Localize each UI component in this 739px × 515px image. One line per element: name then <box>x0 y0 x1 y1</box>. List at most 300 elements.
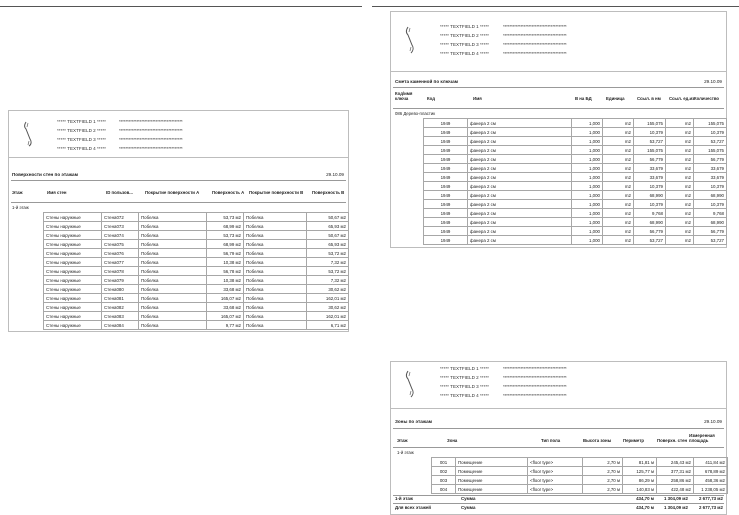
rule <box>11 202 346 203</box>
tb-field-3: ***** TEXTFIELD 3 ***** <box>440 42 489 47</box>
zones-table <box>431 457 728 494</box>
table-cell: Помещение <box>456 458 528 467</box>
table-cell: Стены наружные <box>44 303 102 312</box>
table-cell: m2 <box>603 146 634 155</box>
table-cell: 81,81 м <box>623 458 657 467</box>
table-cell: Побелка <box>244 249 307 258</box>
table-cell: 33,68 м2 <box>207 285 244 294</box>
table-cell: 56,779 <box>634 155 666 164</box>
table-cell: фанера 2 см <box>468 200 572 209</box>
table-cell: фанера 2 см <box>468 227 572 236</box>
tb-value-3: **************************************** <box>503 42 567 47</box>
rule <box>393 447 724 448</box>
table-cell: Стены наружные <box>44 312 102 321</box>
subtotal-area: 2 677,73 м2 <box>698 496 723 501</box>
table-cell: m2 <box>603 218 634 227</box>
table-row <box>44 312 349 321</box>
table-cell: 1949 <box>424 128 468 137</box>
rule <box>393 503 724 504</box>
table-cell: 1949 <box>424 146 468 155</box>
table-cell: m2 <box>666 128 694 137</box>
table-cell: m2 <box>603 200 634 209</box>
col-header-perimeter: Периметр <box>623 438 644 443</box>
table-cell: 1949 <box>424 200 468 209</box>
table-row <box>44 321 349 330</box>
table-cell: 1949 <box>424 209 468 218</box>
table-cell: Стены наружные <box>44 294 102 303</box>
tb-field-4: ***** TEXTFIELD 4 ***** <box>57 146 106 151</box>
table-cell: 10,379 <box>634 128 666 137</box>
table-row <box>44 258 349 267</box>
table-cell: Побелка <box>139 294 207 303</box>
table-cell: 1,000 <box>572 182 603 191</box>
table-cell: 53,72 м2 <box>307 267 349 276</box>
col-header-surface-a-finish: Покрытие поверхности A <box>145 190 200 195</box>
table-cell: Стена080 <box>102 285 139 294</box>
table-cell: 53,727 <box>694 236 727 245</box>
table-cell: Побелка <box>139 231 207 240</box>
logo-icon <box>405 26 415 54</box>
table-cell: m2 <box>603 137 634 146</box>
table-cell: 003 <box>432 476 456 485</box>
table-row <box>44 294 349 303</box>
group-label: 086 Дерево-пластик <box>395 111 436 116</box>
table-cell: m2 <box>666 137 694 146</box>
tb-field-2: ***** TEXTFIELD 2 ***** <box>440 33 489 38</box>
table-cell: 33,68 м2 <box>207 303 244 312</box>
table-cell: 001 <box>432 458 456 467</box>
table-row <box>432 467 728 476</box>
table-cell: фанера 2 см <box>468 182 572 191</box>
table-row <box>432 476 728 485</box>
table-cell: m2 <box>666 200 694 209</box>
table-cell: Стены наружные <box>44 258 102 267</box>
table-cell: 65,93 м2 <box>307 240 349 249</box>
table-cell: 1,000 <box>572 155 603 164</box>
table-cell: 68,990 <box>634 218 666 227</box>
table-cell: m2 <box>603 227 634 236</box>
table-cell: 68,990 <box>694 191 727 200</box>
table-cell: 33,679 <box>694 164 727 173</box>
sheet-key-schedule[interactable] <box>390 11 727 248</box>
table-cell: 162,01 м2 <box>307 312 349 321</box>
sheet-walls-by-floor[interactable] <box>8 110 349 332</box>
table-cell: Побелка <box>244 231 307 240</box>
table-cell: 68,990 <box>694 218 727 227</box>
schedule-date: 29.10.09 <box>704 419 722 424</box>
table-cell: m2 <box>666 182 694 191</box>
tb-value-4: **************************************** <box>503 51 567 56</box>
table-cell: 10,379 <box>694 182 727 191</box>
table-cell: 53,73 м2 <box>207 213 244 222</box>
table-cell: 1949 <box>424 218 468 227</box>
table-cell: фанера 2 см <box>468 155 572 164</box>
table-cell: 411,84 м2 <box>694 458 728 467</box>
col-header-wall-surface: Поверхн. стен <box>657 438 688 443</box>
table-cell: 53,727 <box>634 236 666 245</box>
tb-value-1: **************************************** <box>119 119 183 124</box>
table-cell: 1949 <box>424 236 468 245</box>
table-row <box>424 227 727 236</box>
table-cell: Стена084 <box>102 321 139 330</box>
table-row <box>424 173 727 182</box>
table-row <box>424 146 727 155</box>
table-cell: 10,379 <box>634 182 666 191</box>
table-cell: Побелка <box>139 240 207 249</box>
tb-field-3: ***** TEXTFIELD 3 ***** <box>57 137 106 142</box>
table-cell: 422,48 м2 <box>657 485 694 494</box>
table-cell: 53,73 м2 <box>207 231 244 240</box>
tb-field-1: ***** TEXTFIELD 1 ***** <box>440 24 489 29</box>
table-cell: 165,07 м2 <box>207 294 244 303</box>
tb-field-1: ***** TEXTFIELD 1 ***** <box>440 366 489 371</box>
table-cell: m2 <box>666 227 694 236</box>
table-cell: 10,379 <box>694 200 727 209</box>
table-cell: 162,01 м2 <box>307 294 349 303</box>
table-cell: 9,77 м2 <box>207 321 244 330</box>
table-cell: 1949 <box>424 191 468 200</box>
table-cell: Стена079 <box>102 276 139 285</box>
table-cell: m2 <box>603 236 634 245</box>
table-cell: Стены наружные <box>44 222 102 231</box>
table-cell: Стены наружные <box>44 285 102 294</box>
table-cell: 68,990 <box>634 191 666 200</box>
sheet-zones-by-floor[interactable] <box>390 361 727 515</box>
table-cell: 65,93 м2 <box>307 222 349 231</box>
table-cell: m2 <box>603 128 634 137</box>
total-area: 2 677,73 м2 <box>698 505 723 510</box>
table-row <box>424 182 727 191</box>
col-header-floor: Этаж <box>12 190 23 195</box>
table-cell: 33,679 <box>634 173 666 182</box>
table-cell: 2,70 м <box>583 458 623 467</box>
table-cell: 2,70 м <box>583 476 623 485</box>
group-label: 1-й этаж <box>12 205 29 210</box>
table-cell: 458,36 м2 <box>694 476 728 485</box>
subtotal-wall-surface: 1 304,09 м2 <box>663 496 688 501</box>
table-cell: 10,379 <box>634 200 666 209</box>
table-cell: 1,000 <box>572 236 603 245</box>
table-cell: Побелка <box>244 258 307 267</box>
table-cell: 258,86 м2 <box>657 476 694 485</box>
table-cell: Побелка <box>244 222 307 231</box>
logo-icon <box>23 121 33 147</box>
table-cell: фанера 2 см <box>468 119 572 128</box>
group-label: 1-й этаж <box>397 450 414 455</box>
table-row <box>44 231 349 240</box>
table-cell: <floor type> <box>528 476 583 485</box>
col-header-quantity: Количество <box>694 96 720 101</box>
table-cell: Побелка <box>139 285 207 294</box>
table-cell: m2 <box>666 173 694 182</box>
table-row <box>44 276 349 285</box>
table-cell: Побелка <box>139 213 207 222</box>
table-cell: 86,29 м <box>623 476 657 485</box>
table-cell: 7,32 м2 <box>307 276 349 285</box>
table-cell: Помещение <box>456 485 528 494</box>
table-cell: Стена073 <box>102 222 139 231</box>
table-cell: Стены наружные <box>44 231 102 240</box>
tb-field-3: ***** TEXTFIELD 3 ***** <box>440 384 489 389</box>
schedule-date: 29.10.09 <box>326 172 344 177</box>
tb-value-4: **************************************** <box>503 393 567 398</box>
tb-value-3: **************************************** <box>503 384 567 389</box>
table-row <box>432 458 728 467</box>
table-cell: 1 238,05 м2 <box>694 485 728 494</box>
tb-field-1: ***** TEXTFIELD 1 ***** <box>57 119 106 124</box>
table-cell: Стена076 <box>102 249 139 258</box>
table-row <box>424 200 727 209</box>
table-cell: Побелка <box>139 321 207 330</box>
table-cell: m2 <box>666 191 694 200</box>
table-cell: фанера 2 см <box>468 146 572 155</box>
col-header-zone: Зона <box>447 438 458 443</box>
walls-table <box>43 212 349 330</box>
table-row <box>432 485 728 494</box>
table-cell: фанера 2 см <box>468 236 572 245</box>
table-row <box>44 285 349 294</box>
table-cell: 1949 <box>424 164 468 173</box>
table-cell: 33,679 <box>694 173 727 182</box>
table-row <box>44 240 349 249</box>
table-cell: 9,768 <box>634 209 666 218</box>
table-cell: m2 <box>603 209 634 218</box>
table-cell: Стены наружные <box>44 321 102 330</box>
tb-value-2: **************************************** <box>503 375 567 380</box>
table-cell: 50,67 м2 <box>307 213 349 222</box>
table-cell: 7,32 м2 <box>307 258 349 267</box>
col-header-zone-height: Высота зоны <box>583 438 612 443</box>
table-row <box>424 137 727 146</box>
table-cell: 1,000 <box>572 227 603 236</box>
table-row <box>424 209 727 218</box>
table-cell: 245,43 м2 <box>657 458 694 467</box>
logo-icon <box>405 370 415 398</box>
table-cell: 125,77 м <box>623 467 657 476</box>
col-header-code: Код <box>427 96 435 101</box>
tb-value-2: **************************************** <box>119 128 183 133</box>
table-cell: 377,31 м2 <box>657 467 694 476</box>
table-cell: 1,000 <box>572 137 603 146</box>
table-cell: 6,71 м2 <box>307 321 349 330</box>
table-cell: <floor type> <box>528 467 583 476</box>
table-cell: m2 <box>666 218 694 227</box>
col-header-user-id: ID пользов... <box>106 190 133 195</box>
title-block <box>9 111 348 158</box>
schedule-date: 29.10.09 <box>704 79 722 84</box>
tb-value-3: **************************************** <box>119 137 183 142</box>
table-cell: 1949 <box>424 182 468 191</box>
table-cell: Побелка <box>139 303 207 312</box>
col-header-wall-name: Имя стен <box>47 190 67 195</box>
table-cell: 155,075 <box>694 119 727 128</box>
table-cell: 1949 <box>424 173 468 182</box>
table-cell: m2 <box>603 191 634 200</box>
table-cell: 140,83 м <box>623 485 657 494</box>
total-perimeter: 434,70 м <box>636 505 654 510</box>
table-cell: 56,779 <box>694 155 727 164</box>
table-cell: Побелка <box>244 276 307 285</box>
tb-field-4: ***** TEXTFIELD 4 ***** <box>440 393 489 398</box>
table-cell: Стена081 <box>102 294 139 303</box>
table-cell: Побелка <box>244 303 307 312</box>
table-cell: фанера 2 см <box>468 137 572 146</box>
table-cell: 155,075 <box>634 119 666 128</box>
tb-field-2: ***** TEXTFIELD 2 ***** <box>57 128 106 133</box>
table-cell: Побелка <box>244 267 307 276</box>
table-row <box>44 267 349 276</box>
table-cell: m2 <box>666 155 694 164</box>
table-cell: 30,62 м2 <box>307 303 349 312</box>
table-cell: 1949 <box>424 137 468 146</box>
table-cell: 33,679 <box>634 164 666 173</box>
subtotal-perimeter: 434,70 м <box>636 496 654 501</box>
schedule-title: Поверхности стен по этажам <box>12 172 78 177</box>
table-cell: m2 <box>666 146 694 155</box>
table-cell: Помещение <box>456 476 528 485</box>
table-cell: 10,379 <box>694 128 727 137</box>
table-cell: 1,000 <box>572 173 603 182</box>
table-cell: Стены наружные <box>44 249 102 258</box>
table-row <box>424 128 727 137</box>
col-header-surface-a: Поверхность A <box>212 190 245 195</box>
col-header-key-name: Код/имя ключа <box>395 91 413 101</box>
table-cell: 10,38 м2 <box>207 258 244 267</box>
table-cell: 50,67 м2 <box>307 231 349 240</box>
col-header-name: Имя <box>473 96 482 101</box>
col-header-measured-area: Измеренная площадь <box>689 433 715 443</box>
tb-field-4: ***** TEXTFIELD 4 ***** <box>440 51 489 56</box>
col-header-unit: Единица <box>606 96 625 101</box>
table-cell: m2 <box>603 182 634 191</box>
table-cell: 53,72 м2 <box>307 249 349 258</box>
table-cell: Стена077 <box>102 258 139 267</box>
table-cell: Стена074 <box>102 231 139 240</box>
table-cell: Побелка <box>139 267 207 276</box>
table-row <box>44 222 349 231</box>
table-cell: 1,000 <box>572 218 603 227</box>
col-header-surface-b: Поверхность B <box>312 190 345 195</box>
tb-value-1: **************************************** <box>503 24 567 29</box>
table-cell: Стена075 <box>102 240 139 249</box>
table-cell: Стены наружные <box>44 213 102 222</box>
col-header-surface-b-finish: Покрытие поверхности B <box>249 190 304 195</box>
table-cell: m2 <box>666 236 694 245</box>
table-cell: Побелка <box>244 321 307 330</box>
table-cell: m2 <box>603 119 634 128</box>
col-header-floor: Этаж <box>397 438 408 443</box>
col-header-floor-type: Тип пола <box>541 438 561 443</box>
frame-line-left <box>0 6 362 7</box>
table-row <box>424 155 727 164</box>
table-cell: 155,075 <box>694 146 727 155</box>
table-cell: 30,62 м2 <box>307 285 349 294</box>
tb-field-2: ***** TEXTFIELD 2 ***** <box>440 375 489 380</box>
table-cell: 155,075 <box>634 146 666 155</box>
table-cell: фанера 2 см <box>468 128 572 137</box>
table-cell: 68,99 м2 <box>207 240 244 249</box>
table-cell: Побелка <box>244 294 307 303</box>
table-cell: 1,000 <box>572 146 603 155</box>
table-cell: 1949 <box>424 119 468 128</box>
table-cell: m2 <box>666 209 694 218</box>
table-cell: Стены наружные <box>44 240 102 249</box>
table-cell: Стены наружные <box>44 267 102 276</box>
table-cell: фанера 2 см <box>468 209 572 218</box>
rule <box>393 108 724 109</box>
table-cell: 2,70 м <box>583 467 623 476</box>
table-cell: 1,000 <box>572 128 603 137</box>
tb-value-4: **************************************** <box>119 146 183 151</box>
table-cell: Побелка <box>244 213 307 222</box>
table-row <box>424 119 727 128</box>
table-cell: 1,000 <box>572 191 603 200</box>
table-cell: 10,38 м2 <box>207 276 244 285</box>
table-cell: фанера 2 см <box>468 218 572 227</box>
schedule-title: Смета каменной по ключам <box>395 79 459 84</box>
tb-value-2: **************************************** <box>503 33 567 38</box>
table-row <box>44 213 349 222</box>
table-cell: 1,000 <box>572 164 603 173</box>
table-cell: Побелка <box>139 222 207 231</box>
table-cell: 165,07 м2 <box>207 312 244 321</box>
table-cell: Побелка <box>244 312 307 321</box>
table-cell: фанера 2 см <box>468 173 572 182</box>
table-cell: Стены наружные <box>44 276 102 285</box>
total-label: Сумма <box>461 505 476 510</box>
col-header-db: В на БД <box>575 96 592 101</box>
table-cell: m2 <box>603 155 634 164</box>
rule <box>393 87 724 88</box>
table-cell: 68,99 м2 <box>207 222 244 231</box>
table-cell: 1949 <box>424 155 468 164</box>
table-cell: Побелка <box>139 258 207 267</box>
table-cell: 002 <box>432 467 456 476</box>
table-cell: m2 <box>666 119 694 128</box>
title-block <box>391 362 726 409</box>
frame-line-right <box>372 6 739 7</box>
table-cell: 678,89 м2 <box>694 467 728 476</box>
table-row <box>44 249 349 258</box>
rule <box>393 428 724 429</box>
schedule-title: Зоны по этажам <box>395 419 433 424</box>
table-cell: 1,000 <box>572 200 603 209</box>
table-cell: <floor type> <box>528 458 583 467</box>
table-cell: m2 <box>666 164 694 173</box>
table-cell: 53,727 <box>694 137 727 146</box>
table-cell: <floor type> <box>528 485 583 494</box>
rule <box>11 180 346 181</box>
total-all-floors: Для всех этажей <box>395 505 431 510</box>
table-cell: Побелка <box>139 312 207 321</box>
subtotal-label: Сумма <box>461 496 476 501</box>
table-row <box>424 164 727 173</box>
table-cell: 1,000 <box>572 209 603 218</box>
col-header-ref-unit: Ссыл. ед.из <box>669 96 695 101</box>
table-cell: 56,79 м2 <box>207 249 244 258</box>
table-cell: Побелка <box>139 276 207 285</box>
table-cell: 1949 <box>424 227 468 236</box>
table-cell: 004 <box>432 485 456 494</box>
table-cell: 56,779 <box>634 227 666 236</box>
table-cell: 2,70 м <box>583 485 623 494</box>
table-cell: фанера 2 см <box>468 164 572 173</box>
table-cell: Побелка <box>244 285 307 294</box>
table-cell: m2 <box>603 164 634 173</box>
total-wall-surface: 1 304,09 м2 <box>663 505 688 510</box>
table-cell: Побелка <box>244 240 307 249</box>
table-cell: 53,727 <box>634 137 666 146</box>
